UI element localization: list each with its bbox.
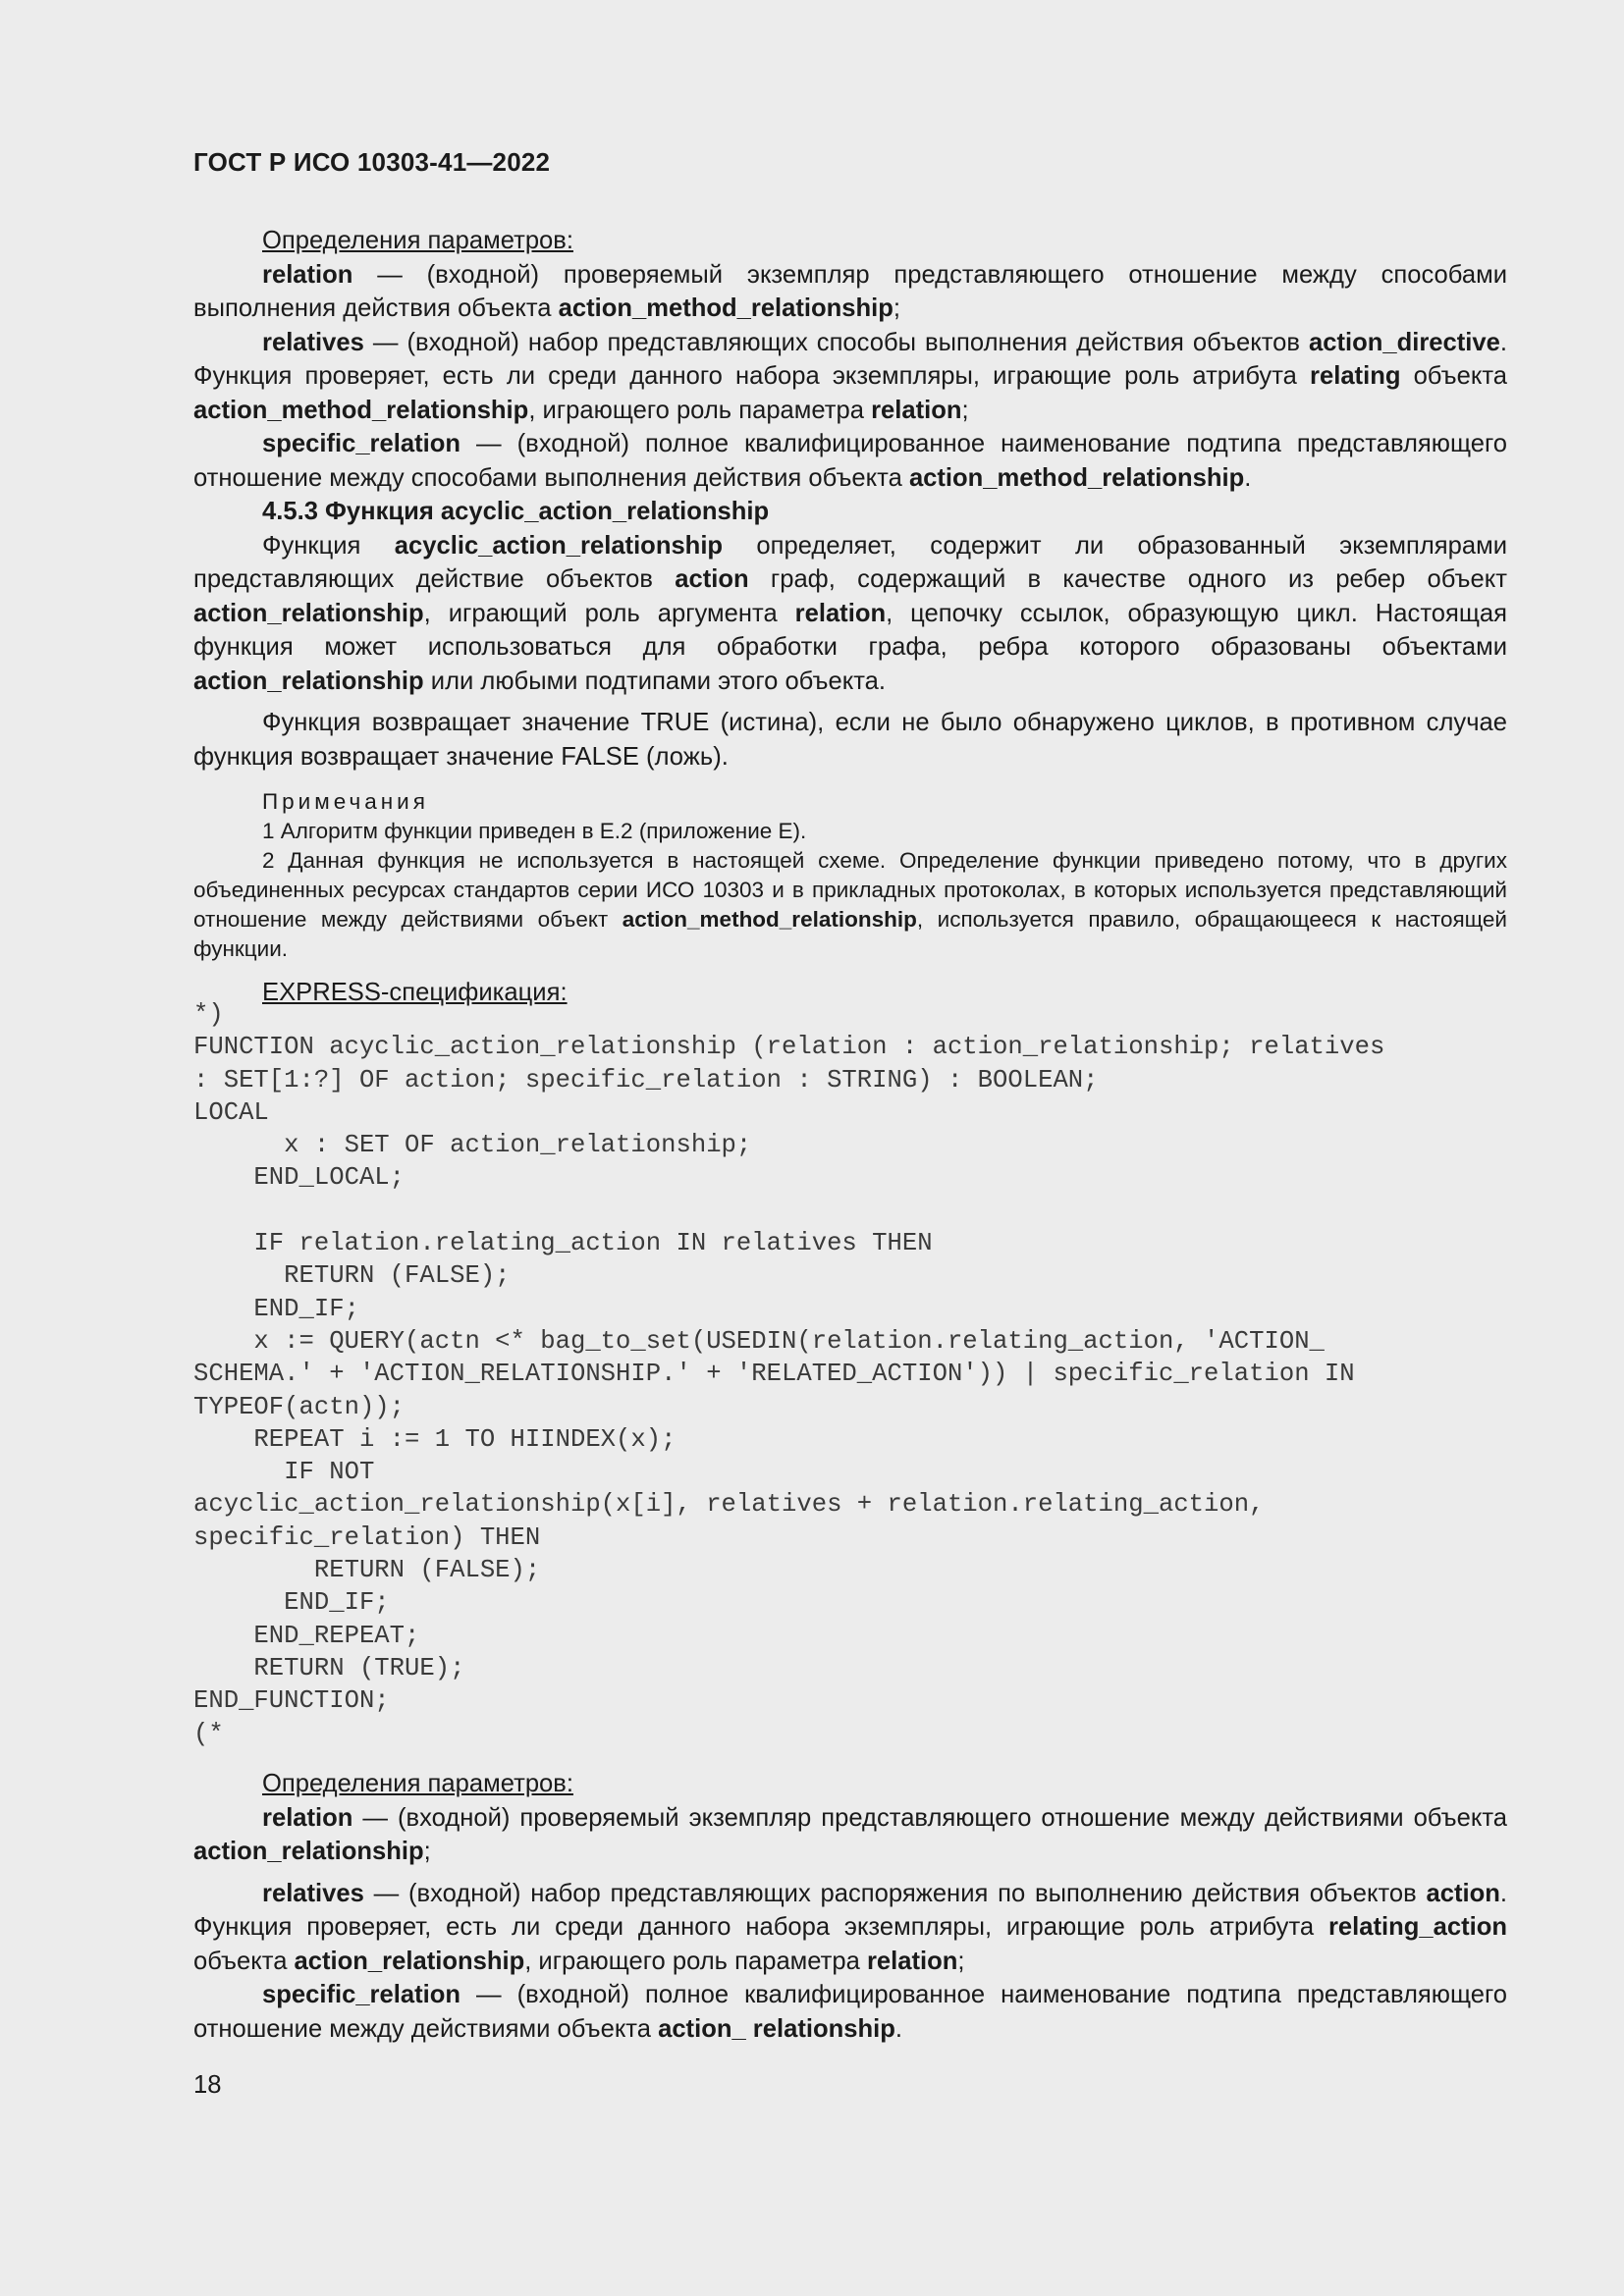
code-line: TYPEOF(actn)); <box>193 1392 406 1421</box>
code-line: x : SET OF action_relationship; <box>193 1131 752 1160</box>
function-description: Функция acyclic_action_relationship определяет, содержит ли образованный экземплярами представляющих действие объектов action граф, содержащий в качестве одного из ребер объект action_relationship, играющий роль аргумента relation, цепочку ссылок, образующую цикл. Настоящая функция может использоваться для обработки графа, ребра которого образованы объектами action_relationship или любыми подтипами этого объекта. <box>193 531 1508 695</box>
code-line: END_FUNCTION; <box>193 1686 390 1716</box>
code-line: : SET[1:?] OF action; specific_relation : STRING) : BOOLEAN; <box>193 1065 1099 1095</box>
code-line: RETURN (FALSE); <box>193 1556 541 1585</box>
code-line: acyclic_action_relationship(x[i], relatives + relation.relating_action, <box>193 1490 1265 1520</box>
code-line: *) <box>193 1000 224 1029</box>
notes-block <box>193 787 1507 964</box>
code-line: RETURN (TRUE); <box>193 1653 465 1682</box>
params-heading: Определения параметров: <box>262 227 573 254</box>
code-line: x := QUERY(actn <* bag_to_set(USEDIN(relation.relating_action, 'ACTION_ <box>193 1326 1325 1356</box>
code-line: LOCAL <box>193 1097 269 1127</box>
note-2: 2 Данная функция не используется в настоящей схеме. Определение функции приведено потому, что в других объединенных ресурсах стандартов серии ИСО 10303 и в прикладных протоколах, в которых используется представляющий отношение между действиями объект action_method_relationship, используется правило, обращающееся к настоящей функции. <box>193 848 1508 961</box>
page-number: 18 <box>193 2071 222 2099</box>
params-heading-2: Определения параметров: <box>262 1770 573 1797</box>
code-line: RETURN (FALSE); <box>193 1261 511 1291</box>
code-line: specific_relation) THEN <box>193 1522 541 1552</box>
code-line: IF NOT <box>193 1458 375 1487</box>
section-heading: 4.5.3 Функция acyclic_action_relationship <box>262 498 770 525</box>
express-heading: EXPRESS-спецификация: <box>262 979 568 1006</box>
params-block-2 <box>193 1767 1507 2046</box>
code-line <box>193 1195 1384 1227</box>
param-relatives-2: relatives — (входной) набор представляющих распоряжения по выполнению действия объектов action. Функция проверяет, есть ли среди данного набора экземпляры, играющие роль атрибута relating_action объекта action_relationship, играющего роль параметра relation; <box>193 1879 1507 1975</box>
note-1: 1 Алгоритм функции приведен в Е.2 (приложение Е). <box>262 819 807 843</box>
code-line: FUNCTION acyclic_action_relationship (relation : action_relationship; relatives <box>193 1033 1385 1062</box>
code-line: REPEAT i := 1 TO HIINDEX(x); <box>193 1424 677 1454</box>
notes-title: Примечания <box>262 789 429 814</box>
function-return-description: Функция возвращает значение TRUE (истина), если не было обнаружено циклов, в противном случае функция возвращает значение FALSE (ложь). <box>193 709 1507 771</box>
code-line: IF relation.relating_action IN relatives THEN <box>193 1229 933 1258</box>
code-line: END_IF; <box>193 1588 390 1618</box>
param-specific-relation-2: specific_relation — (входной) полное квалифицированное наименование подтипа представляющего отношение между действиями объекта action_ relationship. <box>193 1981 1507 2043</box>
code-line: END_REPEAT; <box>193 1621 420 1650</box>
params-block-1 <box>193 224 1507 1010</box>
param-relation: relation — (входной) проверяемый экземпляр представляющего отношение между способами выполнения действия объекта action_method_relationship; <box>193 260 1507 322</box>
param-specific-relation: specific_relation — (входной) полное квалифицированное наименование подтипа представляющего отношение между способами выполнения действия объекта action_method_relationship. <box>193 430 1507 492</box>
express-code <box>193 998 1384 1750</box>
code-line: END_LOCAL; <box>193 1163 406 1193</box>
code-line: END_IF; <box>193 1294 359 1323</box>
standard-header: ГОСТ Р ИСО 10303-41—2022 <box>193 147 551 177</box>
code-line: (* <box>193 1719 224 1748</box>
param-relation-2: relation — (входной) проверяемый экземпляр представляющего отношение между действиями объекта action_relationship; <box>193 1803 1507 1865</box>
code-line: SCHEMA.' + 'ACTION_RELATIONSHIP.' + 'RELATED_ACTION')) | specific_relation IN <box>193 1360 1355 1389</box>
param-relatives: relatives — (входной) набор представляющих способы выполнения действия объектов action_directive. Функция проверяет, есть ли среди данного набора экземпляры, играющие роль атрибута relating объекта action_method_relationship, играющего роль параметра relation; <box>193 328 1507 424</box>
